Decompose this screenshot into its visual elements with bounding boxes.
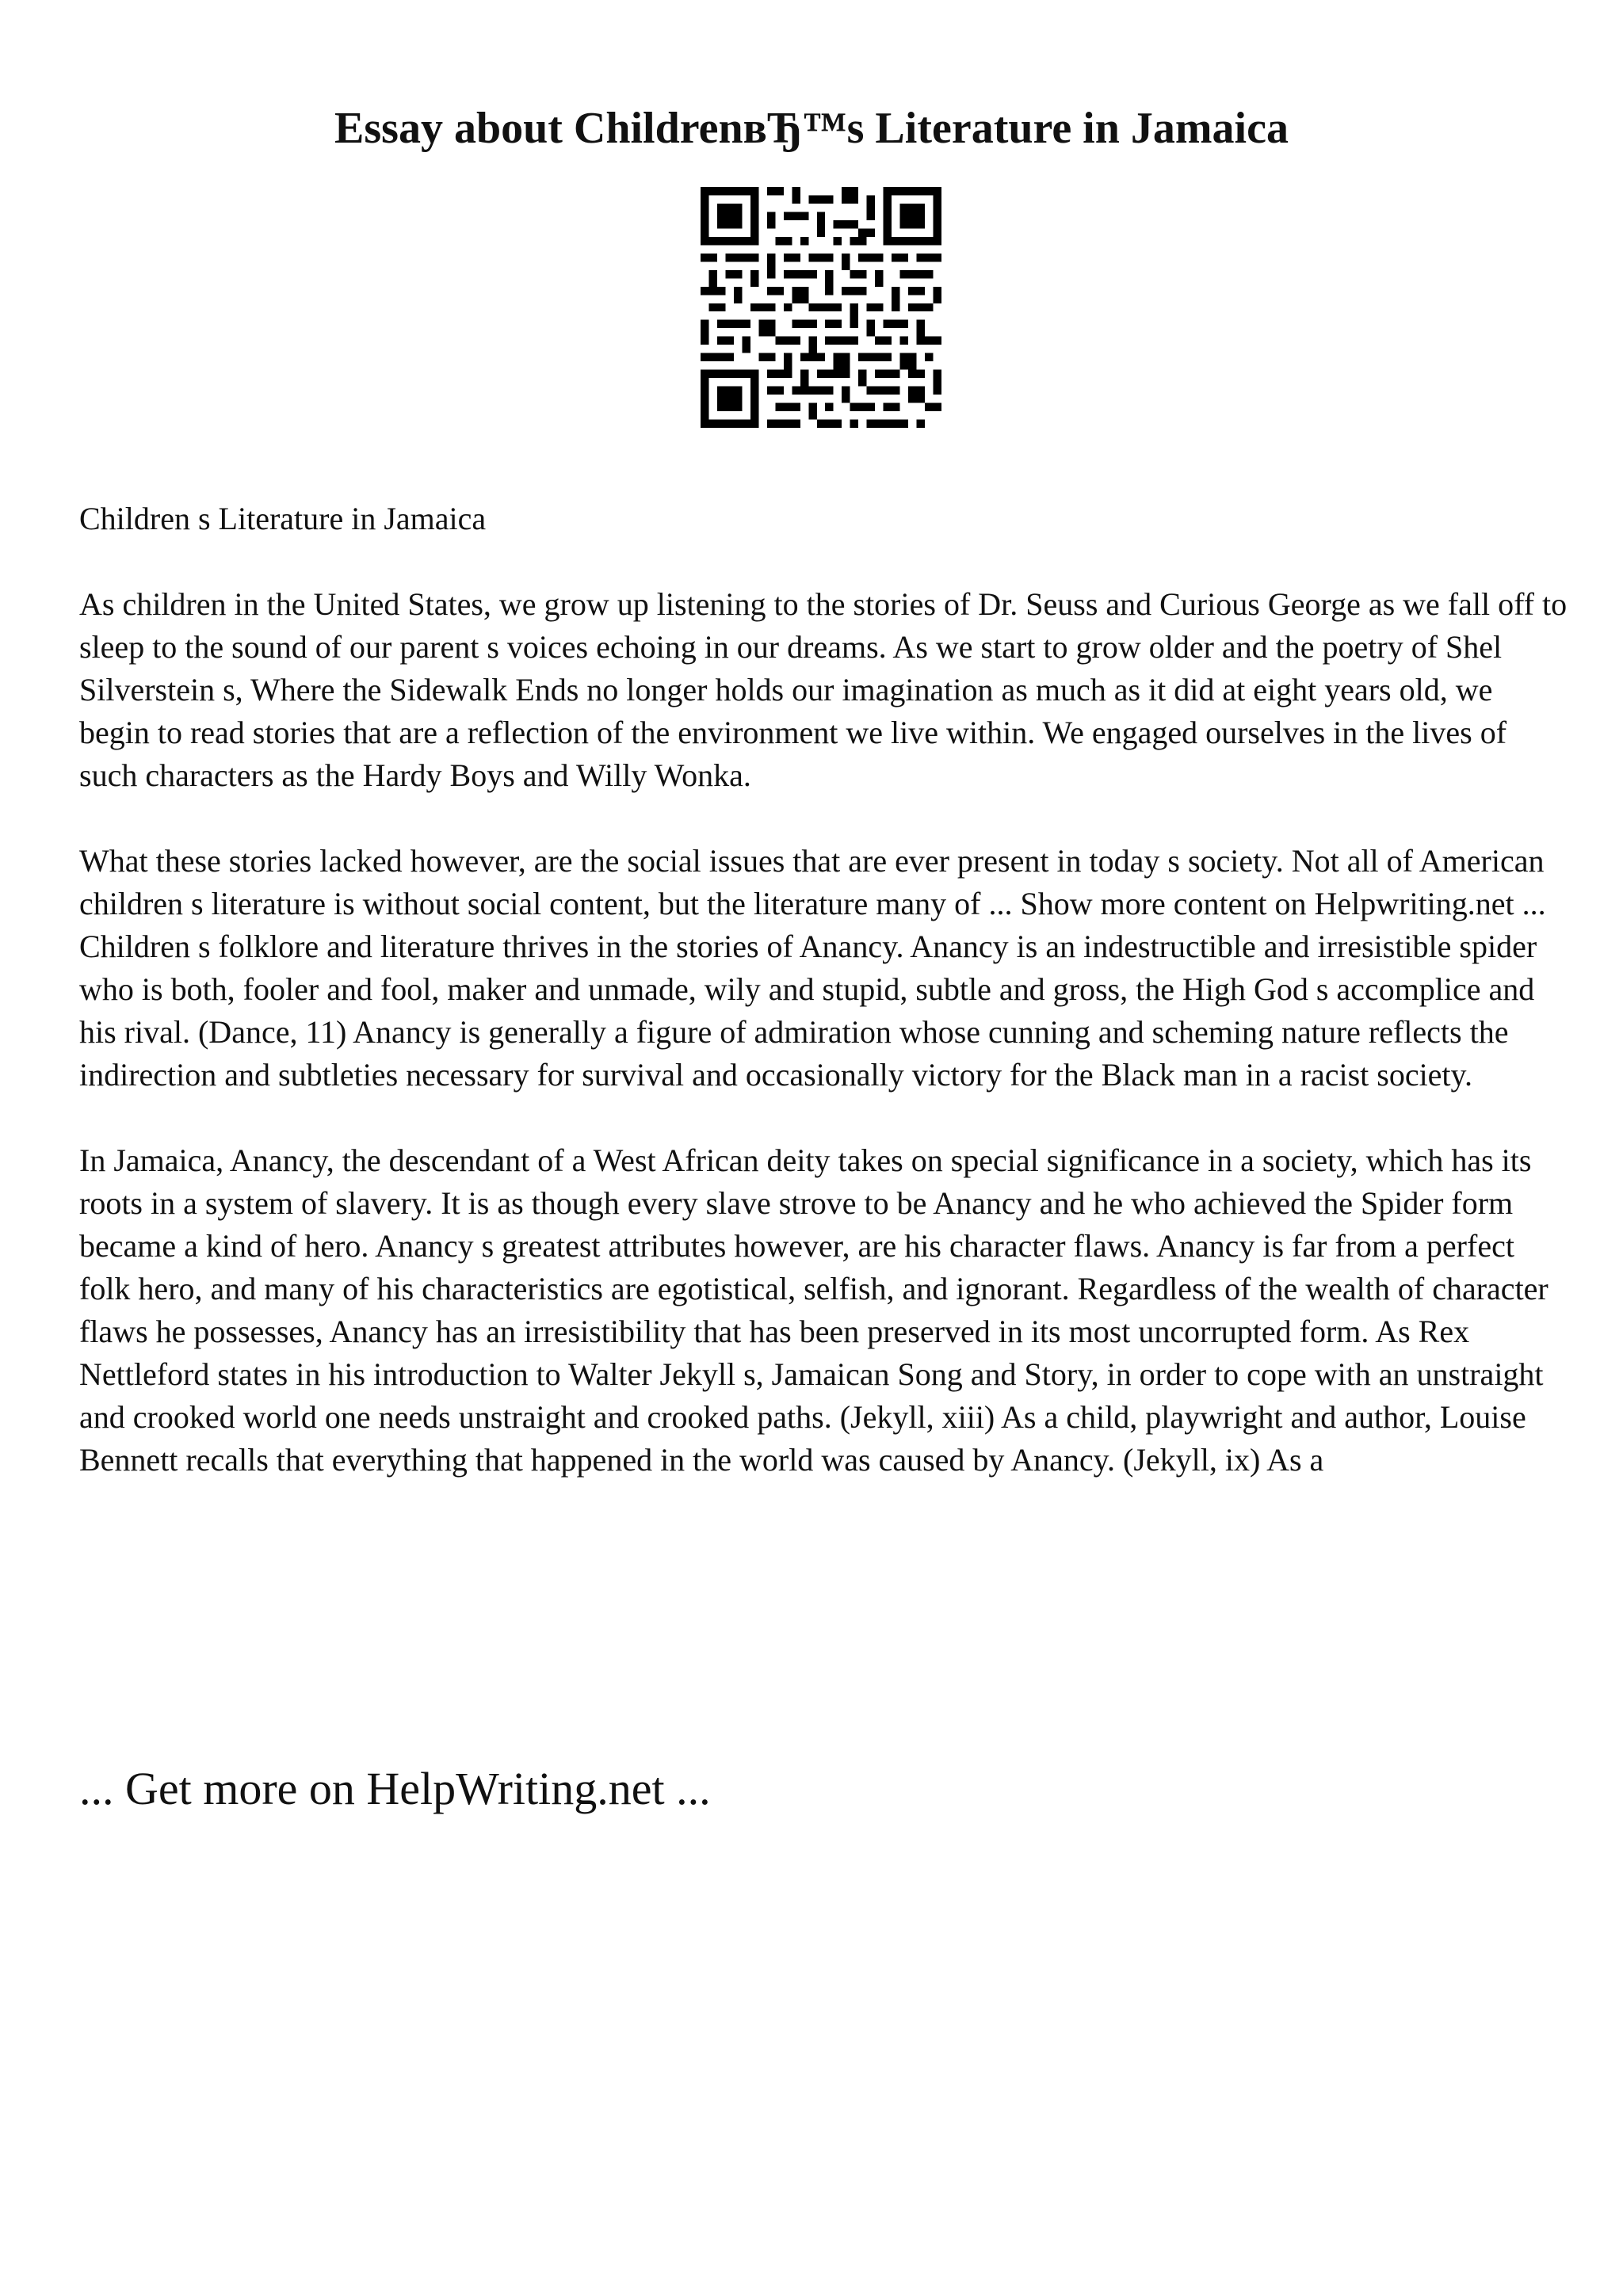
essay-subtitle: Children s Literature in Jamaica (79, 501, 487, 536)
get-more-link[interactable]: ... Get more on HelpWriting.net ... (79, 1763, 711, 1814)
essay-paragraph-4: In Jamaica, Anancy, the descendant of a West African deity takes on special significance in a society, which has its roots in a system of slavery. It is as though every slave strove to be Anancy and he who achieved the Spider form became a kind of hero. Anancy s greatest attributes however, are his character flaws. Anancy is far from a perfect folk hero, and many of his characteristics are egotistical, selfish, and ignorant. Regardless of the wealth of character flaws he possesses, Anancy has an irresistibility that has been preserved in its most uncorrupted form. As Rex Nettleford states in his introduction to Walter Jekyll s, Jamaican Song and Story, in order to cope with an unstraight and crooked world one needs unstraight and crooked paths. (Jekyll, xiii) As a child, playwright and author, Louise Bennett recalls that everything that happened in the world was caused by Anancy. (Jekyll, ix) As a (79, 1142, 1549, 1478)
essay-body (79, 498, 1569, 1482)
essay-paragraph-1: As children in the United States, we grow up listening to the stories of Dr. Seuss and Curious George as we fall off to sleep to the sound of our parent s voices echoing in our dreams. As we start to grow older and the poetry of Shel Silverstein s, Where the Sidewalk Ends no longer holds our imagination as much as it did at eight years old, we begin to read stories that are a reflection of the environment we live within. We engaged ourselves in the lives of such characters as the Hardy Boys and Willy Wonka. (79, 586, 1568, 793)
paragraph-gap (79, 1097, 1569, 1139)
paragraph-gap (79, 797, 1569, 840)
essay-paragraph-3: Children s folklore and literature thrives in the stories of Anancy. Anancy is an indestructible and irresistible spider who is both, fooler and fool, maker and unmade, wily and stupid, subtle and gross, the High God s accomplice and his rival. (Dance, 11) Anancy is generally a figure of admiration whose cunning and scheming nature reflects the indirection and subtleties necessary for survival and occasionally victory for the Black man in a racist society. (79, 929, 1537, 1093)
page-title: Essay about ChildrenвЂ™s Literature in Jamaica (334, 104, 1289, 153)
essay-paragraph-2: What these stories lacked however, are the social issues that are ever present in today s society. Not all of American children s literature is without social content, but the literature many of ... Show more content on Helpwriting.net ... (79, 843, 1546, 921)
qr-code-icon (701, 187, 941, 428)
